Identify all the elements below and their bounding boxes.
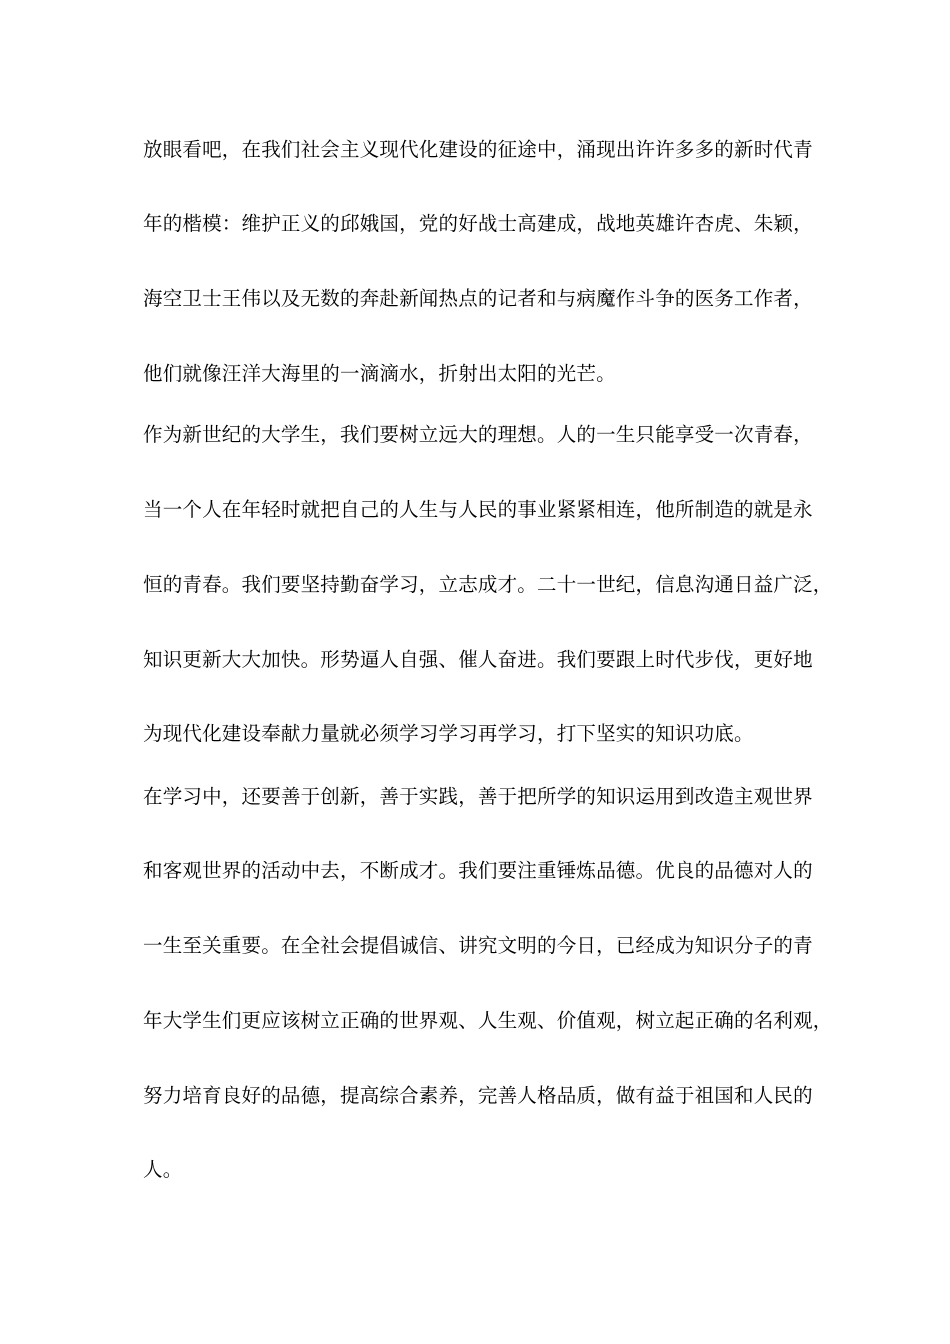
text-line: 年大学生们更应该树立正确的世界观、人生观、价值观，树立起正确的名利观， — [143, 1009, 833, 1032]
text-line: 恒的青春。我们要坚持勤奋学习，立志成才。二十一世纪，信息沟通日益广泛， — [143, 573, 833, 596]
text-line: 放眼看吧，在我们社会主义现代化建设的征途中，涌现出许许多多的新时代青 — [143, 138, 813, 161]
text-line: 一生至关重要。在全社会提倡诚信、讲究文明的今日，已经成为知识分子的青 — [143, 934, 813, 957]
text-line: 努力培育良好的品德，提高综合素养，完善人格品质，做有益于祖国和人民的 — [143, 1084, 813, 1107]
text-line: 为现代化建设奉献力量就必须学习学习再学习，打下坚实的知识功底。 — [143, 722, 754, 745]
text-line: 海空卫士王伟以及无数的奔赴新闻热点的记者和与病魔作斗争的医务工作者， — [143, 287, 813, 310]
text-line: 人。 — [143, 1158, 183, 1181]
text-line: 和客观世界的活动中去，不断成才。我们要注重锤炼品德。优良的品德对人的 — [143, 859, 813, 882]
text-line: 年的楷模：维护正义的邱娥国，党的好战士高建成，战地英雄许杏虎、朱颖， — [143, 212, 813, 235]
text-line: 他们就像汪洋大海里的一滴滴水，折射出太阳的光芒。 — [143, 362, 616, 385]
text-line: 在学习中，还要善于创新，善于实践，善于把所学的知识运用到改造主观世界 — [143, 785, 813, 808]
text-line: 知识更新大大加快。形势逼人自强、催人奋进。我们要跟上时代步伐，更好地 — [143, 648, 813, 671]
text-line: 当一个人在年轻时就把自己的人生与人民的事业紧紧相连，他所制造的就是永 — [143, 498, 813, 521]
text-line: 作为新世纪的大学生，我们要树立远大的理想。人的一生只能享受一次青春， — [143, 423, 813, 446]
